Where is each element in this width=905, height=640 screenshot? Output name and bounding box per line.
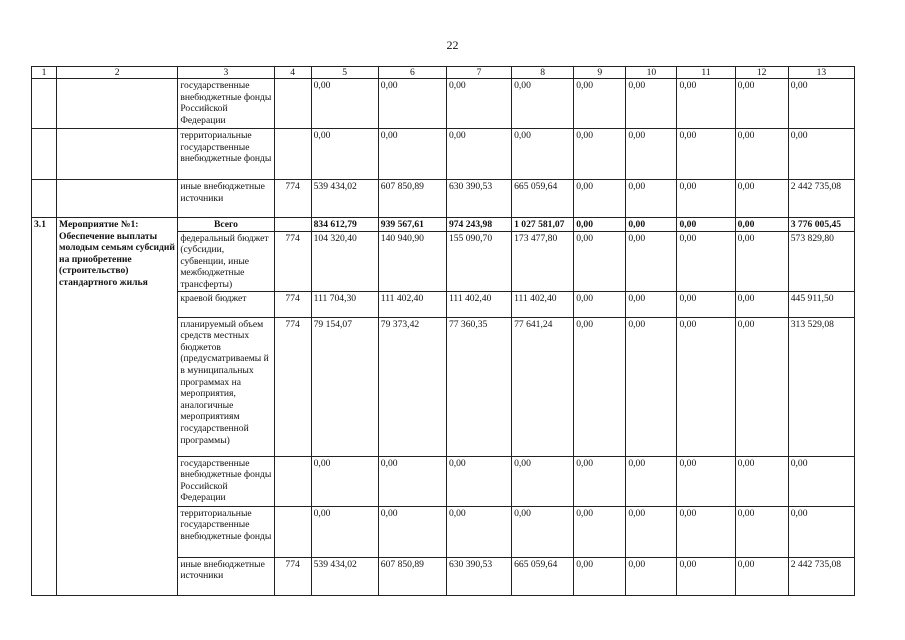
table-cell: 974 243,98	[446, 218, 511, 232]
table-cell: 0,00	[788, 129, 854, 180]
table-cell: 313 529,08	[788, 317, 854, 456]
table-cell: 774	[274, 231, 311, 291]
table-cell	[274, 218, 311, 232]
table-row	[32, 79, 855, 129]
table-cell: 111 402,40	[378, 291, 446, 317]
table-cell: 0,00	[574, 180, 626, 218]
measure-name: Мероприятие №1: Обеспечение выплаты молодым семьям субсидий на приобретение (строительство) стандартного жилья	[57, 218, 178, 596]
column-header: 4	[274, 67, 311, 79]
table-cell: 0,00	[677, 231, 735, 291]
table-cell: 0,00	[512, 129, 574, 180]
column-header: 12	[735, 67, 788, 79]
table-cell: 0,00	[677, 79, 735, 129]
table-cell: 0,00	[574, 557, 626, 595]
column-header: 11	[677, 67, 735, 79]
table-cell: 0,00	[677, 506, 735, 557]
table-cell: 0,00	[311, 456, 378, 506]
table-cell: 630 390,53	[446, 180, 511, 218]
table-cell: 0,00	[626, 456, 677, 506]
table-cell: 0,00	[735, 456, 788, 506]
table-cell: 774	[274, 180, 311, 218]
table-cell: 0,00	[735, 557, 788, 595]
table-cell: 0,00	[378, 506, 446, 557]
table-cell: 1 027 581,07	[512, 218, 574, 232]
table-cell: 111 704,30	[311, 291, 378, 317]
column-header: 9	[574, 67, 626, 79]
table-cell: 0,00	[626, 317, 677, 456]
table-cell: 0,00	[626, 79, 677, 129]
table-cell: 539 434,02	[311, 180, 378, 218]
table-cell: 0,00	[735, 231, 788, 291]
table-cell: 0,00	[378, 79, 446, 129]
table-cell: 0,00	[311, 506, 378, 557]
table-cell: 77 360,35	[446, 317, 511, 456]
table-cell: государственные внебюджетные фонды Российской Федерации	[178, 79, 274, 129]
table-cell: 0,00	[626, 291, 677, 317]
column-header: 6	[378, 67, 446, 79]
table-cell: планируемый объем средств местных бюджетов (предусматриваемы й в муниципальных программах на мероприятия, аналогичные мероприятиям государственной программы)	[178, 317, 274, 456]
table-cell: 2 442 735,08	[788, 557, 854, 595]
table-cell: 0,00	[735, 317, 788, 456]
table-cell	[57, 129, 178, 180]
page-number: 22	[446, 38, 459, 52]
table-cell: иные внебюджетные источники	[178, 180, 274, 218]
table-cell: 2 442 735,08	[788, 180, 854, 218]
table-cell: 173 477,80	[512, 231, 574, 291]
table-cell: 0,00	[574, 218, 626, 232]
table-cell: 0,00	[378, 129, 446, 180]
table-cell: 0,00	[446, 79, 511, 129]
table-cell: федеральный бюджет (субсидии, субвенции, иные межбюджетные трансферты)	[178, 231, 274, 291]
table-cell: 0,00	[311, 129, 378, 180]
table-header	[32, 67, 855, 79]
table-row	[32, 129, 855, 180]
table-body	[32, 79, 855, 596]
table-cell: 834 612,79	[311, 218, 378, 232]
table-cell	[57, 180, 178, 218]
table-cell: 79 154,07	[311, 317, 378, 456]
table-cell: 140 940,90	[378, 231, 446, 291]
table-cell: 630 390,53	[446, 557, 511, 595]
column-header: 10	[626, 67, 677, 79]
column-header: 13	[788, 67, 854, 79]
table-cell: 0,00	[677, 129, 735, 180]
column-header: 2	[57, 67, 178, 79]
table-cell: 0,00	[574, 79, 626, 129]
table-cell: 774	[274, 291, 311, 317]
table-cell: 539 434,02	[311, 557, 378, 595]
table-cell: 0,00	[735, 291, 788, 317]
table-cell: 0,00	[677, 291, 735, 317]
column-header: 5	[311, 67, 378, 79]
table-cell: 0,00	[677, 317, 735, 456]
table-cell: 0,00	[574, 456, 626, 506]
table-cell: 774	[274, 317, 311, 456]
table-cell: 0,00	[677, 456, 735, 506]
table-cell: 0,00	[788, 79, 854, 129]
table-cell: 3 776 005,45	[788, 218, 854, 232]
table-cell: 0,00	[788, 456, 854, 506]
measure-index: 3.1	[32, 218, 57, 596]
table-cell: краевой бюджет	[178, 291, 274, 317]
table-cell: 0,00	[626, 218, 677, 232]
table-cell: 0,00	[677, 557, 735, 595]
table-cell	[274, 129, 311, 180]
table-cell: Всего	[178, 218, 274, 232]
budget-table	[31, 66, 855, 596]
table-cell: 0,00	[735, 506, 788, 557]
table-cell: 155 090,70	[446, 231, 511, 291]
table-cell: 0,00	[574, 317, 626, 456]
table-cell: 665 059,64	[512, 557, 574, 595]
table-cell: 573 829,80	[788, 231, 854, 291]
table-row	[32, 180, 855, 218]
column-header: 3	[178, 67, 274, 79]
table-cell: 0,00	[378, 456, 446, 506]
table-cell	[32, 180, 57, 218]
table-cell: 0,00	[735, 180, 788, 218]
table-cell: 0,00	[677, 218, 735, 232]
table-cell: 0,00	[574, 506, 626, 557]
table-cell: 0,00	[574, 291, 626, 317]
table-cell: 607 850,89	[378, 180, 446, 218]
table-cell: 0,00	[574, 231, 626, 291]
table-cell: иные внебюджетные источники	[178, 557, 274, 595]
table-cell	[274, 79, 311, 129]
table-cell: 0,00	[626, 180, 677, 218]
table-cell: 0,00	[626, 231, 677, 291]
column-header: 7	[446, 67, 511, 79]
table-cell: 79 373,42	[378, 317, 446, 456]
table-cell	[32, 129, 57, 180]
column-header: 8	[512, 67, 574, 79]
column-header: 1	[32, 67, 57, 79]
table-cell: территориальные государственные внебюджетные фонды	[178, 129, 274, 180]
table-cell: 0,00	[512, 506, 574, 557]
table-cell: территориальные государственные внебюджетные фонды	[178, 506, 274, 557]
table-cell: 104 320,40	[311, 231, 378, 291]
table-cell: 0,00	[735, 79, 788, 129]
table-cell: 939 567,61	[378, 218, 446, 232]
table-cell: 111 402,40	[446, 291, 511, 317]
table-cell: 0,00	[311, 79, 378, 129]
table-cell: 0,00	[626, 506, 677, 557]
table-cell: 77 641,24	[512, 317, 574, 456]
table-cell: 0,00	[512, 456, 574, 506]
table-cell: 111 402,40	[512, 291, 574, 317]
table-cell: 0,00	[512, 79, 574, 129]
header-row	[32, 67, 855, 79]
table-cell: 607 850,89	[378, 557, 446, 595]
table-cell	[274, 506, 311, 557]
table-cell: 0,00	[574, 129, 626, 180]
table-cell	[274, 456, 311, 506]
table-cell: 0,00	[788, 506, 854, 557]
table-cell: 0,00	[626, 129, 677, 180]
table-cell: 445 911,50	[788, 291, 854, 317]
table-cell: 774	[274, 557, 311, 595]
table-cell: 0,00	[735, 129, 788, 180]
table-cell	[32, 79, 57, 129]
table-row	[32, 218, 855, 232]
table-cell: 0,00	[677, 180, 735, 218]
table-cell: 665 059,64	[512, 180, 574, 218]
table-cell: государственные внебюджетные фонды Российской Федерации	[178, 456, 274, 506]
table-cell: 0,00	[446, 456, 511, 506]
table-cell: 0,00	[626, 557, 677, 595]
table-cell: 0,00	[735, 218, 788, 232]
table-cell: 0,00	[446, 129, 511, 180]
table-cell: 0,00	[446, 506, 511, 557]
table-cell	[57, 79, 178, 129]
